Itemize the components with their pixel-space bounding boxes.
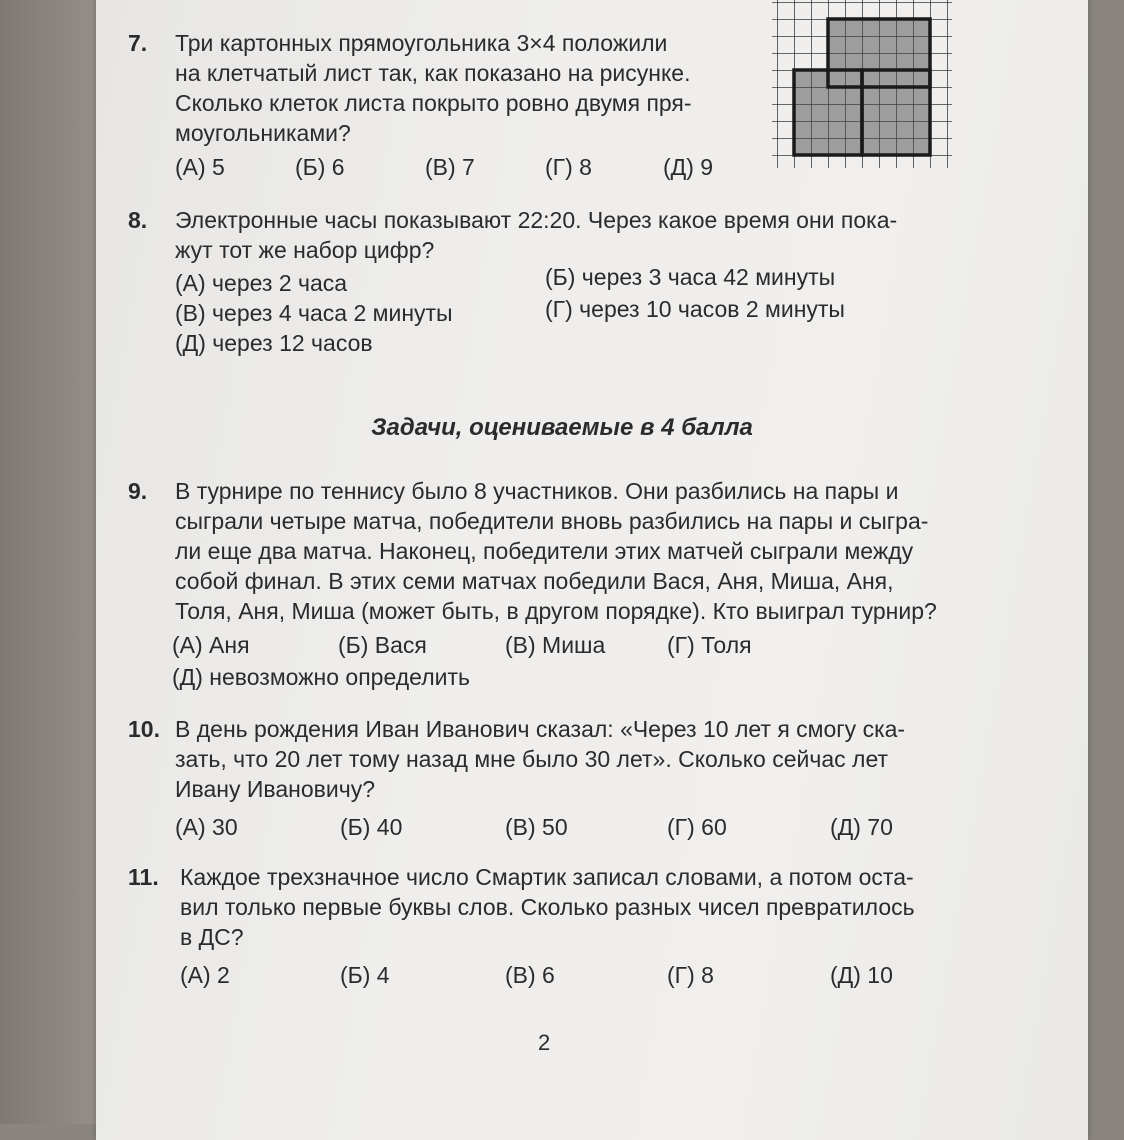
answer-option: (Г) Толя: [667, 632, 752, 658]
page-number: 2: [538, 1030, 551, 1055]
task-line: сыграли четыре матча, победители вновь разбились на пары и сыгра-: [175, 508, 929, 534]
task-11: [128, 862, 968, 990]
answer-option: (Б) Вася: [338, 632, 427, 658]
answer-options: [175, 152, 968, 182]
task-line: вил только первые буквы слов. Сколько разных чисел превратилось: [180, 894, 915, 920]
task-line: Каждое трехзначное число Смартик записал словами, а потом оста-: [180, 864, 914, 890]
answer-option: (Д) 70: [830, 814, 893, 840]
answer-option: (Б) 4: [340, 962, 390, 988]
section-title: Задачи, оцениваемые в 4 балла: [371, 414, 753, 441]
task-line: зать, что 20 лет тому назад мне было 30 лет». Сколько сейчас лет: [175, 746, 889, 772]
task-number: 10.: [128, 716, 160, 742]
answer-option: (Д) невозможно определить: [172, 664, 470, 690]
answer-options: [180, 960, 968, 990]
answer-option: (А) 5: [175, 154, 225, 180]
answer-option: (А) через 2 часа: [175, 270, 348, 296]
task-number: 7.: [128, 30, 148, 56]
task-line: Электронные часы показывают 22:20. Через какое время они пока-: [175, 207, 898, 233]
task-line: на клетчатый лист так, как показано на рисунке.: [175, 60, 691, 86]
task-line: собой финал. В этих семи матчах победили Вася, Аня, Миша, Аня,: [175, 568, 894, 594]
answer-option: (А) 2: [180, 962, 230, 988]
answer-option: (Д) 9: [663, 154, 714, 180]
task-7: [128, 28, 968, 182]
task-line: В день рождения Иван Иванович сказал: «Через 10 лет я смогу ска-: [175, 716, 906, 742]
task-line: моугольниками?: [175, 120, 351, 146]
answer-option: (Г) 60: [667, 814, 727, 840]
task-10: [128, 714, 968, 842]
task-line: Толя, Аня, Миша (может быть, в другом порядке). Кто выиграл турнир?: [175, 598, 937, 624]
answer-options: [172, 630, 968, 660]
task-line: Сколько клеток листа покрыто ровно двумя пря-: [175, 90, 692, 116]
task-line: ли еще два матча. Наконец, победители этих матчей сыграли между: [175, 538, 914, 564]
answer-option: (В) Миша: [505, 632, 606, 658]
answer-option: (В) 50: [505, 814, 568, 840]
answer-options: [172, 662, 968, 692]
task-8: [128, 205, 968, 358]
answer-option: (В) 7: [425, 154, 475, 180]
task-number: 8.: [128, 207, 148, 233]
answer-option: (Г) через 10 часов 2 минуты: [545, 296, 845, 322]
answer-option: (В) через 4 часа 2 минуты: [175, 300, 453, 326]
answer-option: (Б) 6: [295, 154, 345, 180]
answer-option: (Г) 8: [545, 154, 592, 180]
answer-options: [175, 812, 968, 842]
answer-option: (А) 30: [175, 814, 238, 840]
background-desk: [0, 0, 96, 1124]
answer-option: (Б) 40: [340, 814, 403, 840]
task-line: В турнире по теннису было 8 участников. Они разбились на пары и: [175, 478, 899, 504]
answer-option: (Д) через 12 часов: [175, 330, 373, 356]
task-line: Ивану Ивановичу?: [175, 776, 375, 802]
answer-option: (А) Аня: [172, 632, 250, 658]
task-number: 11.: [128, 864, 159, 890]
answer-option: (Г) 8: [667, 962, 714, 988]
answer-option: (Д) 10: [830, 962, 893, 988]
task-number: 9.: [128, 478, 148, 504]
task-9: [128, 476, 968, 692]
answer-options: [175, 328, 968, 358]
answer-options: [175, 298, 968, 328]
task-line: жут тот же набор цифр?: [175, 237, 435, 263]
task-line: в ДС?: [180, 924, 244, 950]
answer-option: (В) 6: [505, 962, 555, 988]
task-line: Три картонных прямоугольника 3×4 положили: [175, 30, 668, 56]
answer-option: (Б) через 3 часа 42 минуты: [545, 264, 836, 290]
